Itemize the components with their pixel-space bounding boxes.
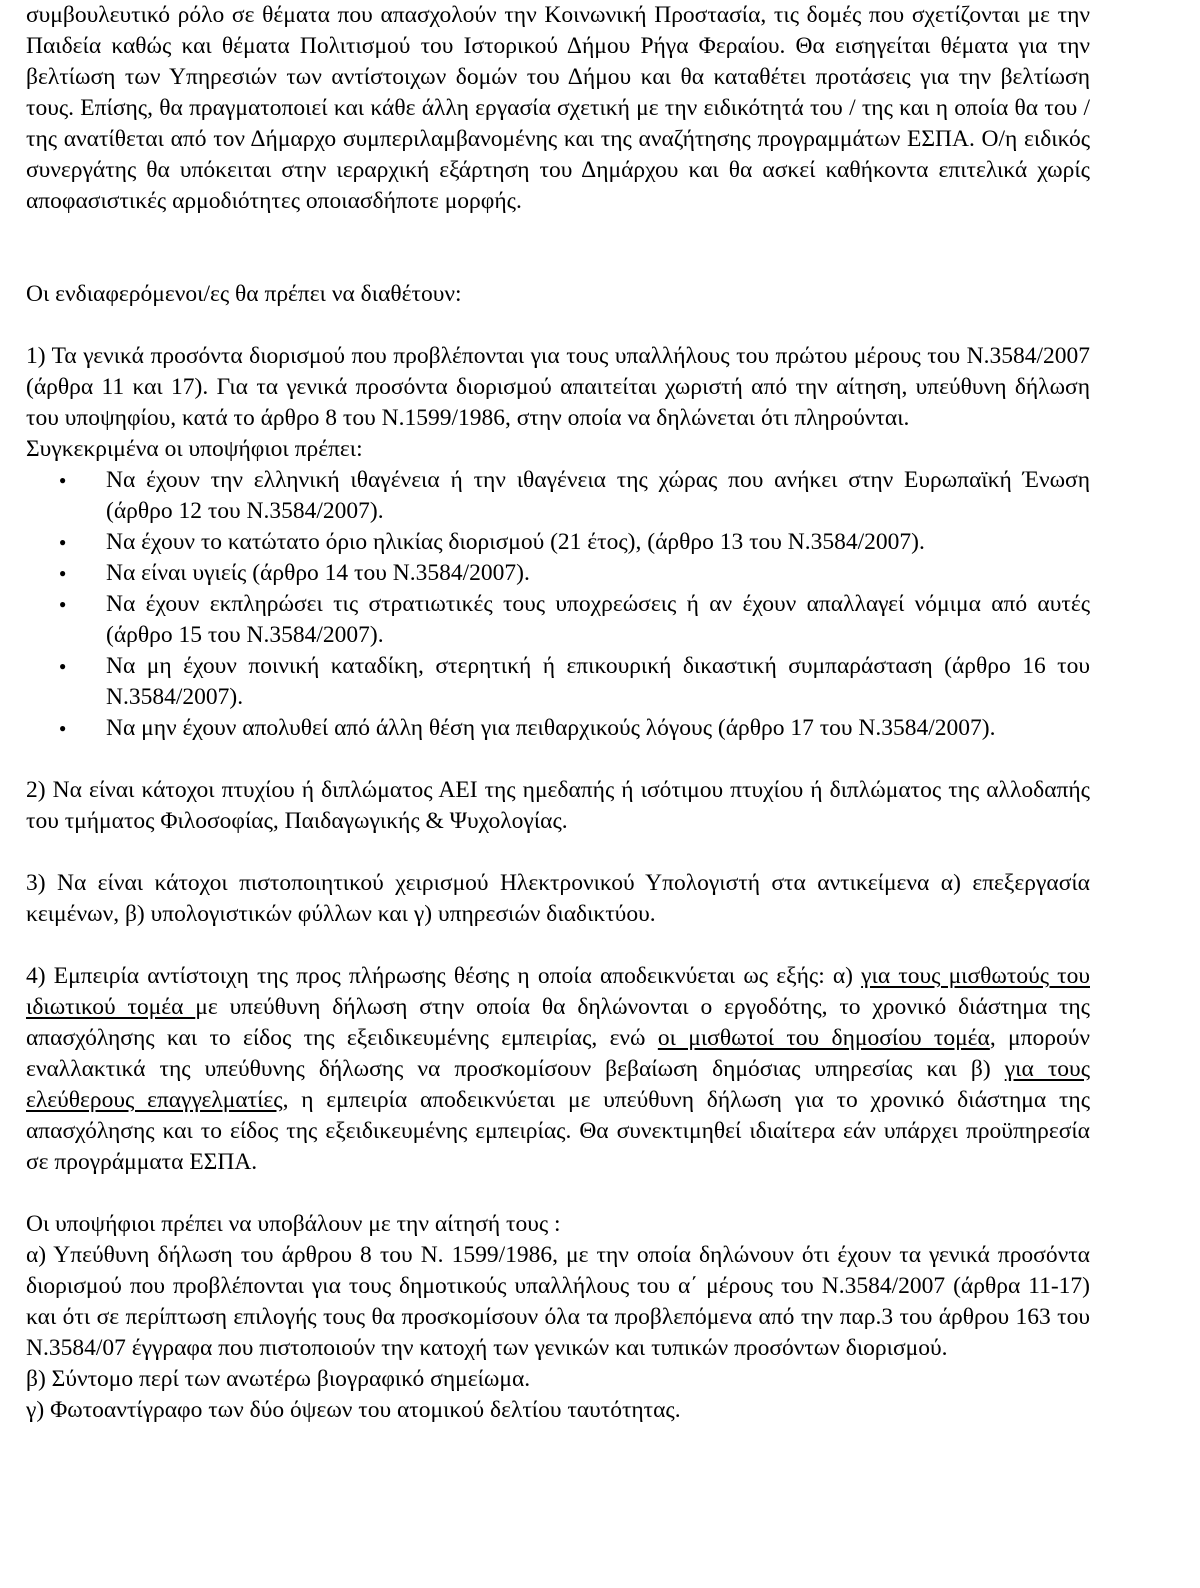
requirement-4 — [26, 961, 1090, 1178]
spacer — [26, 310, 1090, 341]
submission-item-c: γ) Φωτοαντίγραφο των δύο όψεων του ατομικού δελτίου ταυτότητας. — [26, 1397, 681, 1423]
bullet-item: ● Να είναι υγιείς (άρθρο 14 του Ν.3584/2007). — [106, 558, 1090, 589]
eligibility-bullet-list — [26, 465, 1090, 744]
requirements-heading: Οι ενδιαφερόμενοι/ες θα πρέπει να διαθέτουν: — [26, 281, 462, 307]
submission-item-b: β) Σύντομο περί των ανωτέρω βιογραφικό σημείωμα. — [26, 1366, 531, 1392]
bullet-item: ● Να έχουν το κατώτατο όριο ηλικίας διορισμού (21 έτος), (άρθρο 13 του Ν.3584/2007). — [106, 527, 1090, 558]
requirement-1: 1) Τα γενικά προσόντα διορισμού που προβλέπονται για τους υπαλλήλους του πρώτου μέρους του Ν.3584/2007 (άρθρα 11 και 17). Για τα γενικά προσόντα διορισμού απαιτείται χωριστή από την αίτηση, υπεύθυνη δήλωση του υποψηφίου, κατά το άρθρο 8 του Ν.1599/1986, στην οποία να δηλώνεται ότι πληρούνται. — [26, 343, 1090, 431]
requirement-1-subheading: Συγκεκριμένα οι υποψήφιοι πρέπει: — [26, 436, 363, 462]
req4-underlined-public-sector: οι μισθωτοί του δημοσίου τομέα — [657, 1025, 990, 1051]
req4-text: 4) Εμπειρία αντίστοιχη της προς πλήρωσης θέσης η οποία αποδεικνύεται ως εξής: α) — [26, 963, 862, 989]
bullet-item: ● Να έχουν εκπληρώσει τις στρατιωτικές τους υποχρεώσεις ή αν έχουν απαλλαγεί νόμιμα από αυτές (άρθρο 15 του Ν.3584/2007). — [106, 589, 1090, 651]
bullet-item: ● Να έχουν την ελληνική ιθαγένεια ή την ιθαγένεια της χώρας που ανήκει στην Ευρωπαϊκή Ένωση (άρθρο 12 του Ν.3584/2007). — [106, 465, 1090, 527]
submission-heading: Οι υποψήφιοι πρέπει να υποβάλουν με την αίτησή τους : — [26, 1211, 561, 1237]
req4-text: , μπορούν εναλλακτικά της υπεύθυνης δήλωσης να προσκομίσουν βεβαίωση δημόσιας υπηρεσίας και β) — [26, 1025, 1091, 1082]
requirement-2: 2) Να είναι κάτοχοι πτυχίου ή διπλώματος ΑΕΙ της ημεδαπής ή ισότιμου πτυχίου ή διπλώματος της αλλοδαπής του τμήματος Φιλοσοφίας, Παιδαγωγικής & Ψυχολογίας. — [26, 777, 1090, 834]
bullet-item: ● Να μην έχουν απολυθεί από άλλη θέση για πειθαρχικούς λόγους (άρθρο 17 του Ν.3584/2007). — [106, 713, 1090, 744]
req4-text: με υπεύθυνη δήλωση στην οποία θα δηλώνονται ο εργοδότης, το χρονικό διάστημα της απασχόλησης και το είδος της εξειδικευμένης εμπειρίας, ενώ — [26, 994, 1090, 1051]
requirement-3: 3) Να είναι κάτοχοι πιστοποιητικού χειρισμού Ηλεκτρονικού Υπολογιστή στα αντικείμενα α) επεξεργασία κειμένων, β) υπολογιστικών φύλλων και γ) υπηρεσιών διαδικτύου. — [26, 870, 1090, 927]
submission-item-a: α) Υπεύθυνη δήλωση του άρθρου 8 του Ν. 1599/1986, με την οποία δηλώνουν ότι έχουν τα γενικά προσόντα διορισμού που προβλέπονται για τους δημοτικούς υπαλλήλους του α΄ μέρους του Ν.3584/2007 (άρθρα 11-17) και ότι σε περίπτωση επιλογής τους θα προσκομίσουν όλα τα προβλεπόμενα από την παρ.3 του άρθρου 163 του Ν.3584/07 έγγραφα που πιστοποιούν την κατοχή των γενικών και τυπικών προσόντων διορισμού. — [26, 1242, 1090, 1361]
spacer — [26, 1178, 1090, 1209]
spacer — [26, 930, 1090, 961]
req4-underlined-private-sector: για τους μισθωτούς του ιδιωτικού τομέα — [26, 963, 1090, 1020]
spacer — [26, 217, 1090, 279]
req4-underlined-freelancers: για τους ελεύθερους επαγγελματίες — [26, 1056, 1090, 1113]
spacer — [26, 837, 1090, 868]
spacer — [26, 744, 1090, 775]
req4-text: , η εμπειρία αποδεικνύεται με υπεύθυνη δήλωση για το χρονικό διάστημα της απασχόλησης και το είδος της εξειδικευμένης εμπειρίας. Θα συνεκτιμηθεί ιδιαίτερα εάν υπάρχει προϋπηρεσία σε προγράμματα ΕΣΠΑ. — [26, 1087, 1090, 1175]
intro-paragraph: συμβουλευτικό ρόλο σε θέματα που απασχολούν την Κοινωνική Προστασία, τις δομές που σχετίζονται με την Παιδεία καθώς και θέματα Πολιτισμού του Ιστορικού Δήμου Ρήγα Φεραίου. Θα εισηγείται θέματα για την βελτίωση των Υπηρεσιών των αντίστοιχων δομών του Δήμου και θα καταθέτει προτάσεις για την βελτίωση τους. Επίσης, θα πραγματοποιεί και κάθε άλλη εργασία σχετική με την ειδικότητά του / της και η οποία θα του / της ανατίθεται από τον Δήμαρχο συμπεριλαμβανομένης και της αναζήτησης προγραμμάτων ΕΣΠΑ. Ο/η ειδικός συνεργάτης θα υπόκειται στην ιεραρχική εξάρτηση του Δημάρχου και θα ασκεί καθήκοντα επιτελικά χωρίς αποφασιστικές αρμοδιότητες οποιασδήποτε μορφής. — [26, 2, 1090, 214]
bullet-item: ● Να μη έχουν ποινική καταδίκη, στερητική ή επικουρική δικαστική συμπαράσταση (άρθρο 16 του Ν.3584/2007). — [106, 651, 1090, 713]
